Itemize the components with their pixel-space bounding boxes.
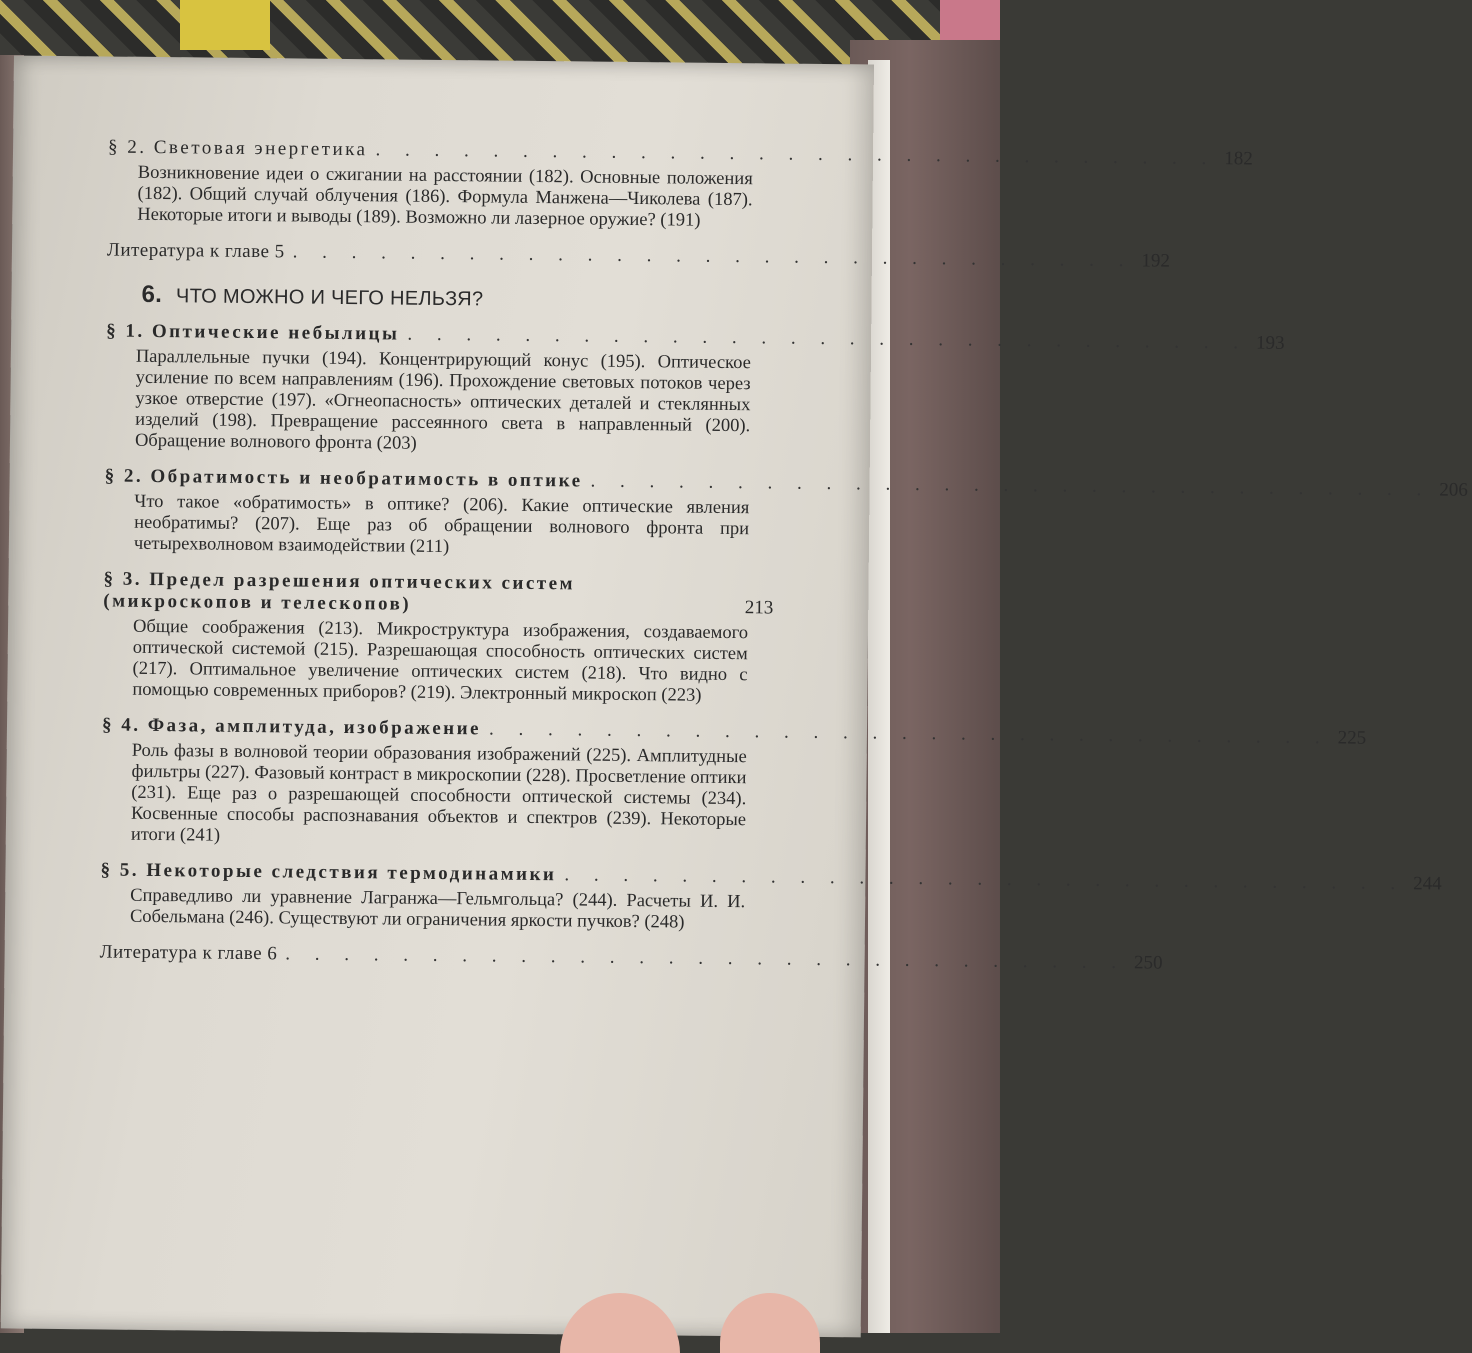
leader-dots: . . . . . . . . . . . . . . . . . . . . . . . . . . . . . [488,718,1330,749]
page-number: 192 [1141,250,1171,272]
chapter-number: 6. [141,280,163,309]
leader-dots: . . . . . . . . . . . . . . . . . . . . . . . . . . . . . [292,241,1134,272]
page-number: 213 [744,597,774,619]
toc-entry [101,714,1367,749]
section-title: § 3. Предел разрешения оптических систем (микроскопов и телескопов) [103,568,576,615]
toc-entry [100,859,1442,895]
section-title: § 1. Оптические небылицы [106,320,400,345]
page-number: 250 [1133,952,1163,974]
page-number: 244 [1413,873,1442,895]
leader-dots: . . . . . . . . . . . . . . . . . . . . . . . . . . . . . [407,323,1249,354]
literature-title: Литература к главе 6 [99,941,278,965]
section-title: § 5. Некоторые следствия термодинамики [100,859,557,886]
page-number: 193 [1255,332,1285,354]
toc-entry [106,320,1285,354]
chapter-heading [141,280,816,314]
section-title: § 2. Обратимость и необратимость в оптике [104,465,583,492]
page-number: 225 [1337,727,1367,749]
toc-entry [103,568,813,619]
literature-title: Литература к главе 5 [106,239,285,263]
section-description: Параллельные пучки (194). Концентрирующий конус (195). Оптическое усиление по всем направлениям (196). Прохождение световых потоков через узкое отверстие (197). «Огнеопасность» оптических деталей и стеклянных изделий (198). Превращение рассеянного света в направленный (200). Обращение волнового фронта (203) [134,346,751,454]
section-title: § 2. Световая энергетика [107,136,368,161]
chapter-title: ЧТО МОЖНО И ЧЕГО НЕЛЬЗЯ? [175,285,484,311]
section-description: Возникновение идеи о сжигании на расстоянии (182). Основные положения (182). Общий случай облучения (186). Формула Манжена—Чиколева (187). Некоторые итоги и выводы (189). Возможно ли лазерное оружие? (191) [137,162,753,231]
section-description: Роль фазы в волновой теории образования изображений (225). Амплитудные фильтры (227). Фазовый контраст в микроскопии (228). Просветление оптики (231). Еще раз о разрешающей способности оптической системы (234). Косвенные способы распознавания объектов и спектров (239). Некоторые итоги (241) [130,740,747,846]
page-number: 206 [1439,479,1468,501]
leader-dots: . . . . . . . . . . . . . . . . . . . . . . . . . . . . . [285,943,1127,974]
section-title: § 4. Фаза, амплитуда, изображение [101,714,482,740]
table-of-contents [99,136,1468,974]
page-number: 182 [1224,148,1253,170]
toc-entry [104,465,1468,501]
book-page [1,55,1468,1337]
toc-entry [107,136,1253,170]
leader-dots: . . . . . . . . . . . . . . . . . . . . . . . . . . . . . [590,470,1432,501]
toc-entry [106,239,1171,272]
rug-pattern [180,0,270,50]
leader-dots: . . . . . . . . . . . . . . . . . . . . . . . . . . . . . [375,139,1217,170]
section-description: Общие соображения (213). Микроструктура изображения, создаваемого оптической системой (215). Разрешающая способность оптических систем (217). Оптимальное увеличение оптических систем (218). Что видно с помощью современных приборов? (219). Электронный микроскоп (223) [132,616,749,706]
toc-entry [99,941,1163,974]
leader-dots: . . . . . . . . . . . . . . . . . . . . . . . . . . . . . [564,864,1406,895]
section-description: Справедливо ли уравнение Лагранжа—Гельмгольца? (244). Расчеты И. И. Собельмана (246). Существуют ли ограничения яркости пучков? (248) [129,885,746,933]
section-description: Что такое «обратимость» в оптике? (206). Какие оптические явления необратимы? (207). Еще раз об обращении волнового фронта при четырехволновом взаимодействии (211) [133,491,750,558]
